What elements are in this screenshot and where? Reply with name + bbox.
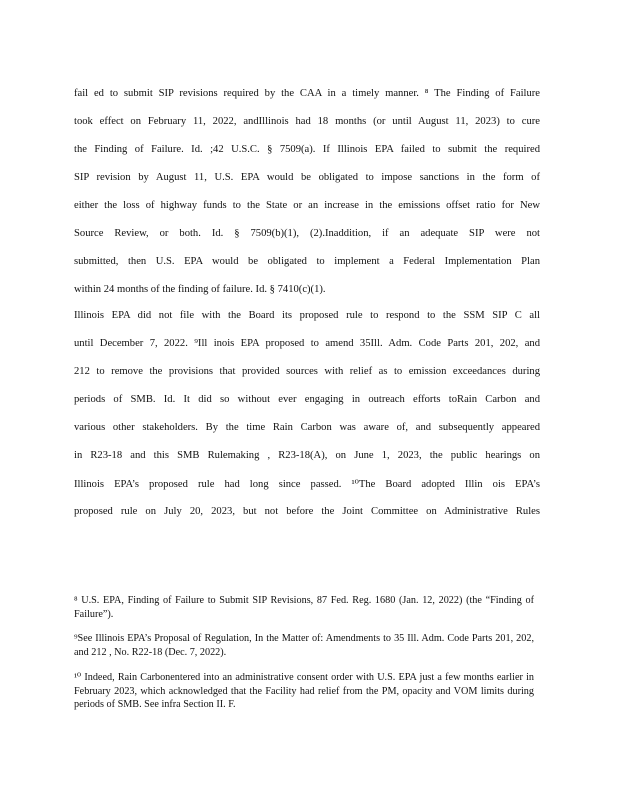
- body-line: took effect on February 11, 2022, andIllinois had 18 months (or until August 11, 2023) to cure: [74, 116, 540, 127]
- body-line: within 24 months of the finding of failure. Id. § 7410(c)(1).: [74, 284, 326, 295]
- body-line: in R23-18 and this SMB Rulemaking , R23-18(A), on June 1, 2023, the public hearings on: [74, 450, 540, 461]
- body-line: proposed rule on July 20, 2023, but not before the Joint Committee on Administrative Rules: [74, 506, 540, 517]
- body-line: submitted, then U.S. EPA would be obligated to implement a Federal Implementation Plan: [74, 256, 540, 267]
- body-line: the Finding of Failure. Id. ;42 U.S.C. § 7509(a). If Illinois EPA failed to submit the required: [74, 144, 540, 155]
- body-line: Source Review, or both. Id. § 7509(b)(1), (2).Inaddition, if an adequate SIP were not: [74, 228, 540, 239]
- body-line: various other stakeholders. By the time Rain Carbon was aware of, and subsequently appeared: [74, 422, 540, 433]
- body-line: periods of SMB. Id. It did so without ever engaging in outreach efforts toRain Carbon and: [74, 394, 540, 405]
- body-line: Illinois EPA did not file with the Board its proposed rule to respond to the SSM SIP C all: [74, 310, 540, 321]
- body-line: either the loss of highway funds to the State or an increase in the emissions offset ratio for New: [74, 200, 540, 211]
- body-line: Illinois EPA’s proposed rule had long since passed. ¹⁰The Board adopted Illin ois EPA’s: [74, 479, 540, 490]
- footnote-9: ⁹See Illinois EPA’s Proposal of Regulation, In the Matter of: Amendments to 35 Ill. Adm. Code Parts 201, 202, and 212 , No. R22-18 (Dec. 7, 2022).: [74, 633, 534, 658]
- body-line: 212 to remove the provisions that provided sources with relief as to emission exceedances during: [74, 366, 540, 377]
- body-line: fail ed to submit SIP revisions required by the CAA in a timely manner. ⁸ The Finding of Failure: [74, 88, 540, 99]
- body-line: until December 7, 2022. ⁹Ill inois EPA proposed to amend 35Ill. Adm. Code Parts 201, 202, and: [74, 338, 540, 349]
- footnote-8: ⁸ U.S. EPA, Finding of Failure to Submit SIP Revisions, 87 Fed. Reg. 1680 (Jan. 12, 2022) (the “Finding of Failure”).: [74, 595, 534, 620]
- body-line: SIP revision by August 11, U.S. EPA would be obligated to impose sanctions in the form of: [74, 172, 540, 183]
- footnote-10: ¹⁰ Indeed, Rain Carbonentered into an administrative consent order with U.S. EPA just a few months earlier in February 2023, which acknowledged that the Facility had relief from the PM, opacity and VOM limits during periods of SMB. See infra Section II. F.: [74, 672, 534, 710]
